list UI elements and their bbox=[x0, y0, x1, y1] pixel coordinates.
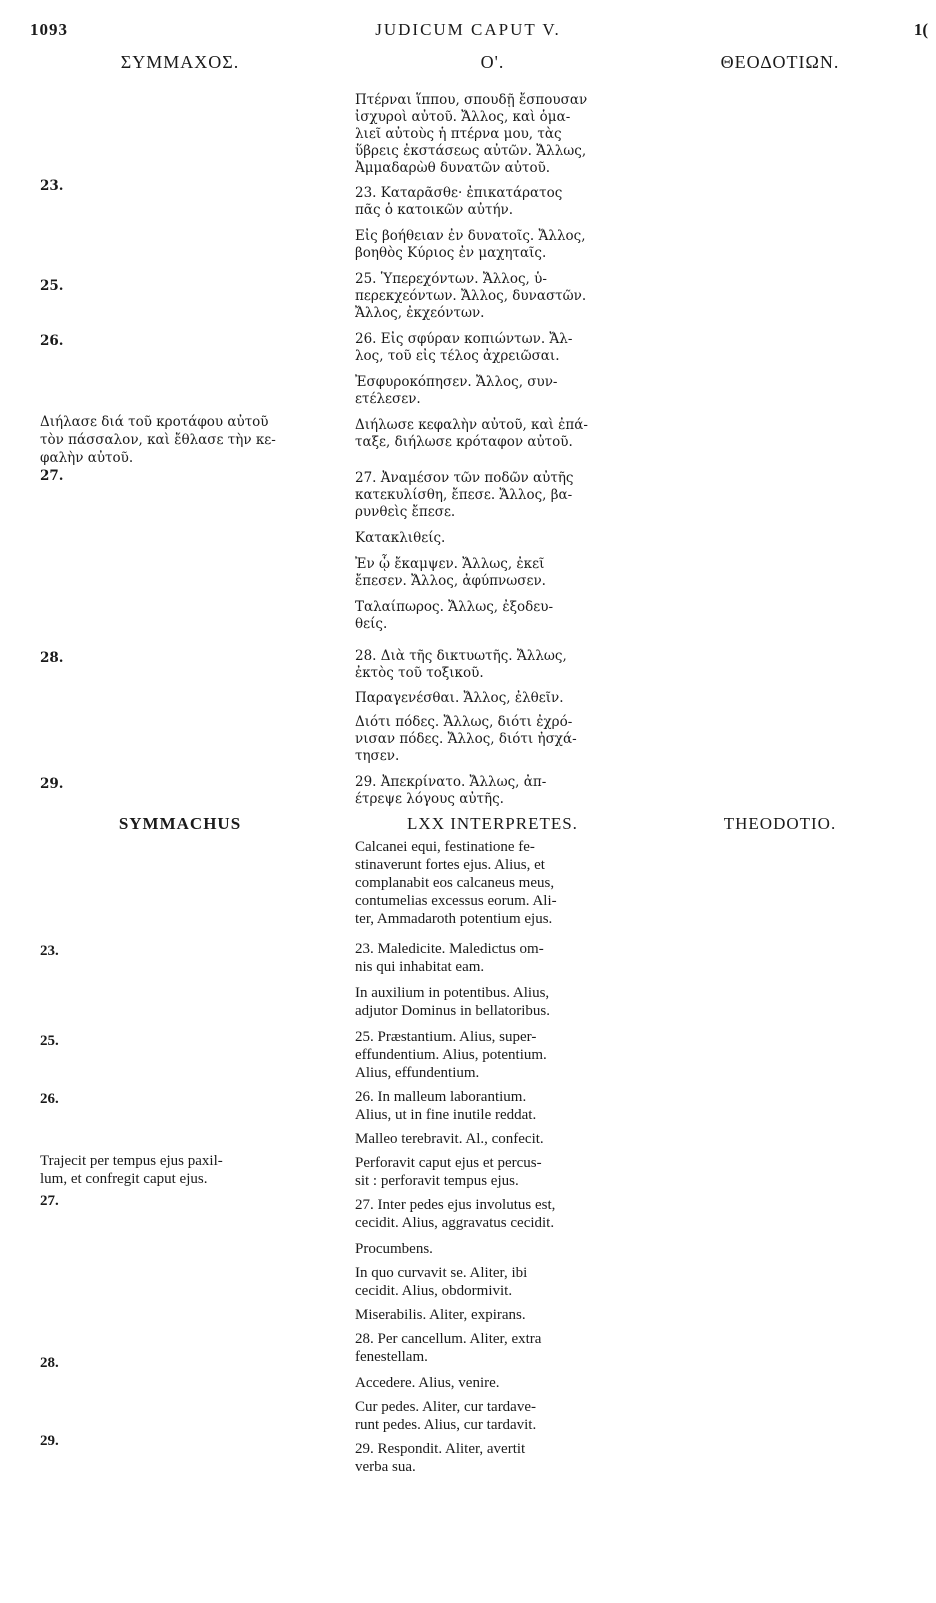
text-line: contumelias excessus eorum. Ali- bbox=[355, 893, 557, 909]
text-line: Ἐσφυροκόπησεν. Ἄλλος, συν- bbox=[355, 374, 558, 390]
text-line: 23. bbox=[40, 178, 64, 194]
text-line: Procumbens. bbox=[355, 1241, 433, 1257]
text-line: effundentium. Alius, potentium. bbox=[355, 1047, 547, 1063]
text-line: In quo curvavit se. Aliter, ibi bbox=[355, 1265, 528, 1281]
text-line: nis qui inhabitat eam. bbox=[355, 959, 485, 975]
text-line: ter, Ammadaroth potentium ejus. bbox=[355, 911, 553, 927]
text-line: Miserabilis. Aliter, expirans. bbox=[355, 1307, 526, 1323]
text-line: 29. bbox=[40, 1433, 59, 1449]
text-line: 29. Ἀπεκρίνατο. Ἄλλως, ἀπ- bbox=[355, 774, 547, 790]
text-line: Accedere. Alius, venire. bbox=[355, 1375, 500, 1391]
text-line: 28. Διὰ τῆς δικτυωτῆς. Ἄλλως, bbox=[355, 648, 567, 664]
text-line: λιεῖ αὐτοὺς ἡ πτέρνα μου, τὰς bbox=[355, 126, 562, 142]
text-line: Κατακλιθείς. bbox=[355, 530, 446, 546]
text-line: 23. Καταρᾶσθε· ἐπικατάρατος bbox=[355, 185, 563, 201]
text-line: ταξε, διήλωσε κρόταφον αὐτοῦ. bbox=[355, 434, 573, 450]
text-line: stinaverunt fortes ejus. Alius, et bbox=[355, 857, 545, 873]
text-line: 29. Respondit. Aliter, avertit bbox=[355, 1441, 526, 1457]
text-line: Πτέρναι ἵππου, σπουδῇ ἔσπουσαν bbox=[355, 92, 588, 108]
text-line: 26. In malleum laborantium. bbox=[355, 1089, 527, 1105]
text-line: 27. Ἀναμέσον τῶν ποδῶν αὐτῆς bbox=[355, 470, 574, 486]
header-symmachus-greek: ΣΥΜΜΑΧΟΣ. bbox=[120, 52, 240, 72]
header-lxx-latin: LXX INTERPRETES. bbox=[407, 814, 578, 833]
text-line: 27. Inter pedes ejus involutus est, bbox=[355, 1197, 556, 1213]
text-line: Cur pedes. Aliter, cur tardave- bbox=[355, 1399, 536, 1415]
text-line: runt pedes. Alius, cur tardavit. bbox=[355, 1417, 537, 1433]
text-line: 26. Εἰς σφύραν κοπιώντων. Ἄλ- bbox=[355, 331, 573, 347]
text-line: sit : perforavit tempus ejus. bbox=[355, 1173, 519, 1189]
text-line: 23. bbox=[40, 943, 59, 959]
text-line: θείς. bbox=[355, 616, 388, 632]
text-line: complanabit eos calcaneus meus, bbox=[355, 875, 555, 891]
text-line: νισαν πόδες. Ἄλλος, διότι ἠσχά- bbox=[355, 731, 577, 747]
text-line: τησεν. bbox=[355, 748, 400, 764]
text-line: ρυνθεὶς ἔπεσε. bbox=[355, 504, 456, 520]
header-theodotion-greek: ΘΕΟΔΟΤΙΩΝ. bbox=[720, 52, 840, 72]
text-line: Alius, ut in fine inutile reddat. bbox=[355, 1107, 537, 1123]
text-line: Διήλωσε κεφαλὴν αὐτοῦ, καὶ ἐπά- bbox=[355, 417, 588, 433]
text-line: 25. bbox=[40, 1033, 59, 1049]
text-line: Calcanei equi, festinatione fe- bbox=[355, 839, 535, 855]
text-line: ἰσχυροὶ αὐτοῦ. Ἄλλος, καὶ ὁμα- bbox=[355, 109, 571, 125]
text-line: Ἄλλος, ἐκχεόντων. bbox=[355, 305, 485, 321]
text-line: βοηθὸς Κύριος ἐν μαχηταῖς. bbox=[355, 245, 547, 261]
text-line: 25. bbox=[40, 278, 64, 294]
text-line: 25. Ὑπερεχόντων. Ἄλλος, ὑ- bbox=[355, 271, 547, 287]
text-line: adjutor Dominus in bellatoribus. bbox=[355, 1003, 550, 1019]
text-line: Perforavit caput ejus et percus- bbox=[355, 1155, 542, 1171]
text-line: cecidit. Alius, obdormivit. bbox=[355, 1283, 513, 1299]
header-symmachus-latin: SYMMACHUS bbox=[118, 814, 242, 833]
page-number: 1093 bbox=[30, 20, 68, 39]
text-line: Διότι πόδες. Ἄλλως, διότι ἐχρό- bbox=[355, 714, 573, 730]
text-line: cecidit. Alius, aggravatus cecidit. bbox=[355, 1215, 555, 1231]
text-line: περεκχεόντων. Ἄλλος, δυναστῶν. bbox=[355, 288, 587, 304]
page-number-right: 1( bbox=[913, 20, 928, 39]
text-line: 27. bbox=[40, 1193, 59, 1209]
text-line: 28. bbox=[40, 1355, 59, 1371]
text-line: Ἐν ᾧ ἔκαμψεν. Ἄλλως, ἐκεῖ bbox=[355, 556, 545, 572]
text-line: 26. bbox=[40, 333, 64, 349]
text-line: 25. Præstantium. Alius, super- bbox=[355, 1029, 537, 1045]
text-line: Malleo terebravit. Al., confecit. bbox=[355, 1131, 544, 1147]
running-title: JUDICUM CAPUT V. bbox=[375, 20, 561, 39]
text-line: φαλὴν αὐτοῦ. bbox=[40, 450, 134, 466]
text-line: έτρεψε λόγους αὐτῆς. bbox=[355, 791, 504, 807]
text-line: Trajecit per tempus ejus paxil- bbox=[40, 1153, 223, 1169]
text-line: ἐκτὸς τοῦ τοξικοῦ. bbox=[355, 665, 484, 681]
text-line: 28. Per cancellum. Aliter, extra bbox=[355, 1331, 542, 1347]
text-line: 23. Maledicite. Maledictus om- bbox=[355, 941, 544, 957]
text-line: Ἀμμαδαρὼθ δυνατῶν αὐτοῦ. bbox=[355, 160, 551, 176]
text-line: 26. bbox=[40, 1091, 59, 1107]
text-line: λος, τοῦ εἰς τέλος ἀχρειῶσαι. bbox=[355, 348, 560, 364]
text-line: Ταλαίπωρος. Ἄλλως, ἐξοδευ- bbox=[355, 599, 554, 615]
text-line: τὸν πάσσαλον, καὶ ἔθλασε τὴν κε- bbox=[40, 432, 276, 448]
text-line: ἔπεσεν. Ἄλλος, ἀφύπνωσεν. bbox=[355, 573, 546, 589]
text-line: verba sua. bbox=[355, 1459, 416, 1475]
text-line: lum, et confregit caput ejus. bbox=[40, 1171, 208, 1187]
text-line: Alius, effundentium. bbox=[355, 1065, 480, 1081]
text-line: 27. bbox=[40, 468, 64, 484]
text-line: Διήλασε διά τοῦ κροτάφου αὐτοῦ bbox=[40, 414, 269, 430]
text-line: fenestellam. bbox=[355, 1349, 428, 1365]
text-line: πᾶς ὁ κατοικῶν αὐτήν. bbox=[355, 202, 514, 218]
text-line: Εἰς βοήθειαν ἐν δυνατοῖς. Ἄλλος, bbox=[355, 228, 586, 244]
text-line: 28. bbox=[40, 650, 64, 666]
text-line: ετέλεσεν. bbox=[355, 391, 421, 407]
header-lxx-greek: Ο'. bbox=[480, 52, 505, 72]
text-line: ὕβρεις ἐκστάσεως αὐτῶν. Ἄλλως, bbox=[355, 143, 587, 159]
text-line: 29. bbox=[40, 776, 64, 792]
text-line: κατεκυλίσθη, ἔπεσε. Ἄλλος, βα- bbox=[355, 487, 573, 503]
header-theodotio-latin: THEODOTIO. bbox=[723, 814, 837, 833]
text-line: Παραγενέσθαι. Ἄλλος, ἐλθεῖν. bbox=[355, 690, 564, 706]
text-line: In auxilium in potentibus. Alius, bbox=[355, 985, 550, 1001]
